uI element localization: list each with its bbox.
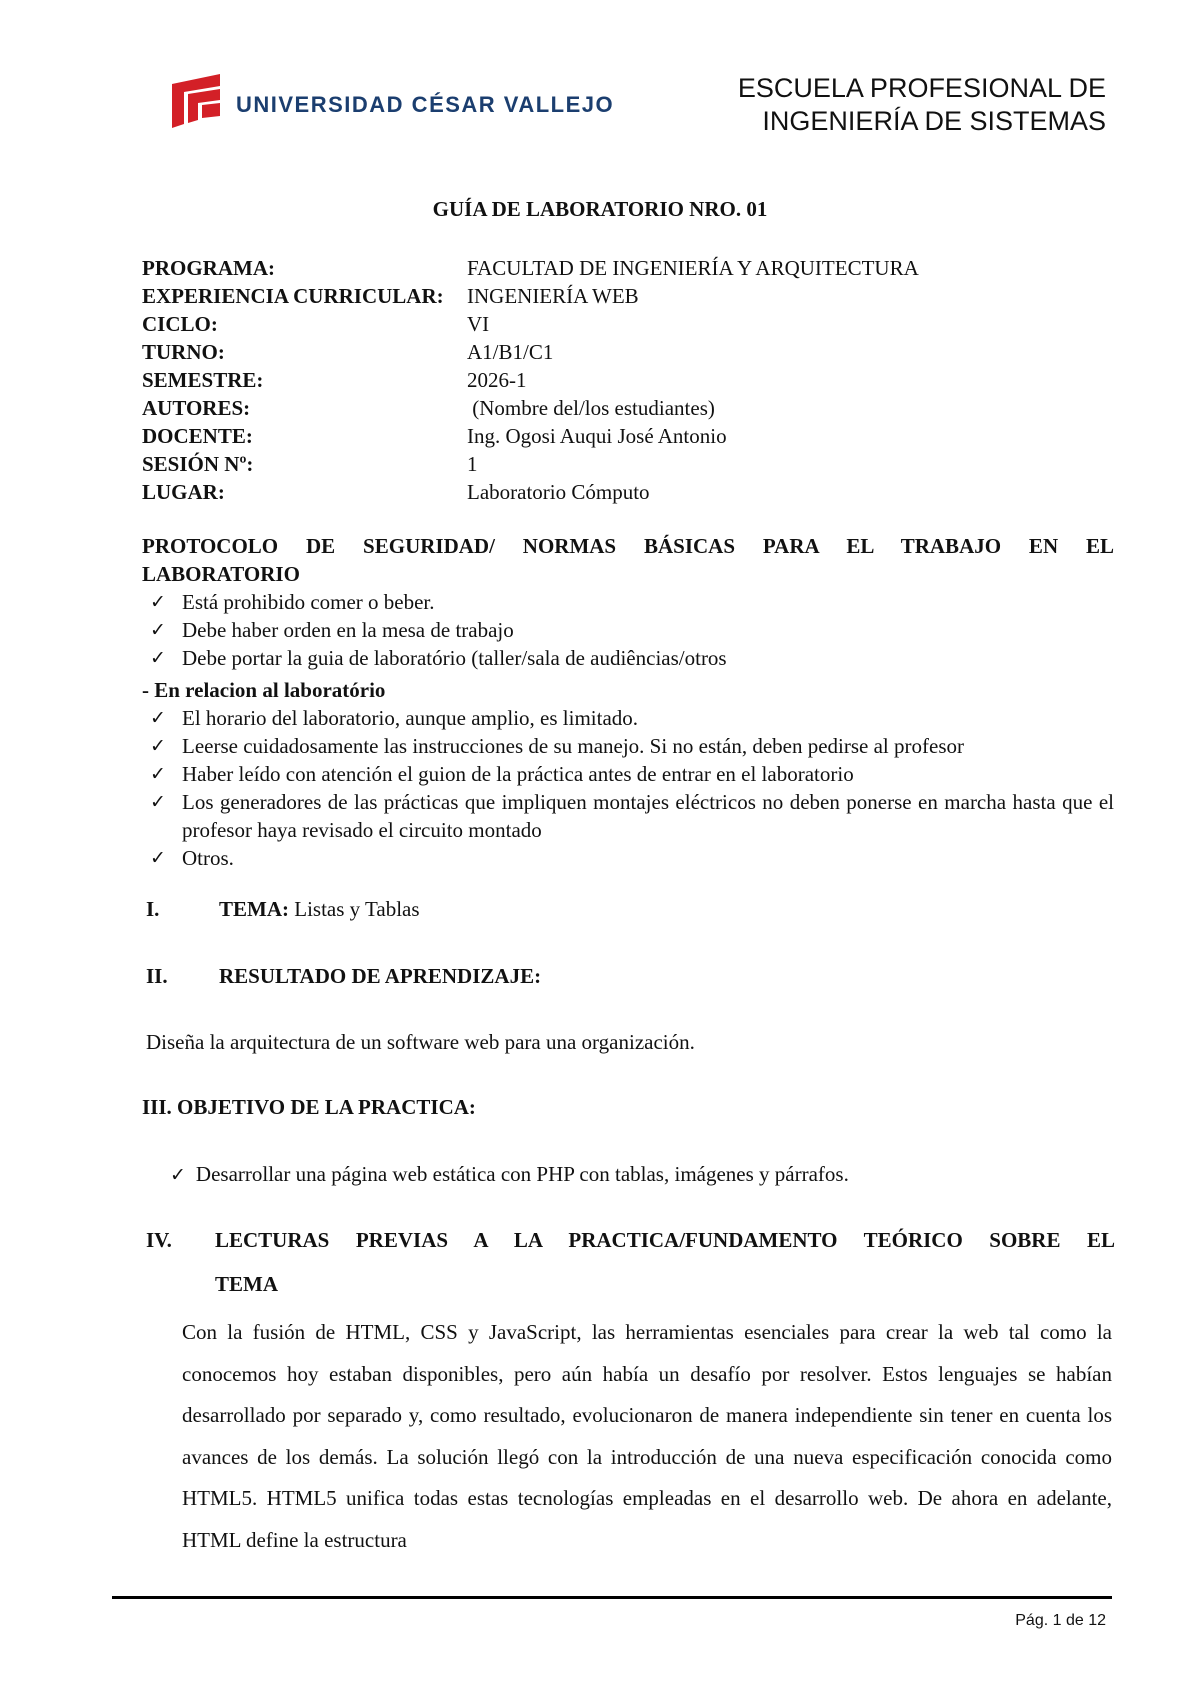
- info-label: AUTORES:: [142, 396, 251, 420]
- info-value: (Nombre del/los estudiantes): [467, 396, 715, 420]
- info-value: FACULTAD DE INGENIERÍA Y ARQUITECTURA: [467, 256, 919, 280]
- section-title-line-2: TEMA: [215, 1272, 278, 1296]
- info-label: LUGAR:: [142, 480, 225, 504]
- info-value: Ing. Ogosi Auqui José Antonio: [467, 424, 727, 448]
- check-icon: ✓: [150, 707, 166, 729]
- school-line-2: INGENIERÍA DE SISTEMAS: [762, 106, 1106, 136]
- check-icon: ✓: [170, 1164, 186, 1186]
- theory-paragraph: Con la fusión de HTML, CSS y JavaScript, las herramientas esenciales para crear la web tal como la conocemos hoy estaban disponibles, pero aún había un desafío por resolver. Estos lenguajes se habían desarrollado por separado y, como resultado, evolucionaron de manera independiente sin tener en cuenta los avances de los demás. La solución llegó con la introducción de una nueva especificación conocida como HTML5. HTML5 unifica todas estas tecnologías empleadas en el desarrollo web. De ahora en adelante, HTML define la estructura: [182, 1320, 1112, 1552]
- section-number: II.: [146, 964, 168, 988]
- check-icon: ✓: [150, 591, 166, 613]
- objective-item: ✓ Desarrollar una página web estática con PHP con tablas, imágenes y párrafos.: [170, 1162, 849, 1186]
- check-icon: ✓: [150, 619, 166, 641]
- list-item: ✓ Está prohibido comer o beber.: [150, 590, 435, 614]
- info-value: 1: [467, 452, 478, 476]
- school-name: [738, 72, 1106, 138]
- logo-text: UNIVERSIDAD CÉSAR VALLEJO: [236, 92, 615, 117]
- info-value: INGENIERÍA WEB: [467, 284, 639, 308]
- list-item: ✓ Los generadores de las prácticas que impliquen montajes eléctricos no deben ponerse en marcha hasta que el profesor haya revisado el circuito montado: [150, 790, 1114, 842]
- check-icon: ✓: [150, 763, 166, 785]
- footer-divider: [112, 1596, 1112, 1599]
- list-item: ✓ Leerse cuidadosamente las instrucciones de su manejo. Si no están, deben pedirse al profesor: [150, 734, 964, 758]
- page-number: Pág. 1 de 12: [1015, 1612, 1106, 1629]
- info-row: [142, 366, 1102, 394]
- info-row: [142, 422, 1102, 450]
- protocol-heading: [142, 532, 1114, 588]
- list-item: ✓ Otros.: [150, 846, 234, 870]
- info-row: [142, 450, 1102, 478]
- info-label: PROGRAMA:: [142, 256, 275, 280]
- info-row: [142, 254, 1102, 282]
- info-table: [142, 254, 1102, 506]
- learning-result-text: Diseña la arquitectura de un software web para una organización.: [146, 1030, 695, 1054]
- section-lecturas-title: [215, 1218, 1115, 1306]
- info-label: SEMESTRE:: [142, 368, 264, 392]
- info-row: [142, 478, 1102, 506]
- section-objetivo: [142, 1093, 476, 1121]
- info-value: Laboratorio Cómputo: [467, 480, 650, 504]
- school-line-1: ESCUELA PROFESIONAL DE: [737, 73, 1106, 103]
- protocol-title-line-2: LABORATORIO: [142, 562, 300, 586]
- check-icon: ✓: [150, 735, 166, 757]
- list-item: ✓ Haber leído con atención el guion de la práctica antes de entrar en el laboratorio: [150, 762, 854, 786]
- university-logo: [170, 72, 615, 136]
- info-label: SESIÓN Nº:: [142, 452, 254, 476]
- section-title-line-1: LECTURAS PREVIAS A LA PRACTICA/FUNDAMENTO TEÓRICO SOBRE EL: [215, 1228, 1115, 1252]
- list-item: ✓ Debe haber orden en la mesa de trabajo: [150, 618, 514, 642]
- info-row: [142, 282, 1102, 310]
- section-title: RESULTADO DE APRENDIZAJE:: [219, 964, 542, 988]
- info-value: VI: [467, 312, 490, 336]
- info-row: [142, 310, 1102, 338]
- list-item: ✓ El horario del laboratorio, aunque amplio, es limitado.: [150, 706, 639, 730]
- lab-checklist: [150, 704, 1114, 872]
- info-row: [142, 338, 1102, 366]
- info-label: TURNO:: [142, 340, 225, 364]
- info-value: 2026-1: [467, 368, 527, 392]
- document-title: GUÍA DE LABORATORIO NRO. 01: [432, 197, 768, 221]
- section-title: TEMA: Listas y Tablas: [219, 897, 420, 921]
- section-title: III. OBJETIVO DE LA PRACTICA:: [142, 1095, 476, 1119]
- section-number: I.: [146, 897, 160, 921]
- lab-subheader: - En relacion al laboratório: [142, 678, 386, 702]
- list-item: ✓ Debe portar la guia de laboratório (taller/sala de audiências/otros: [150, 646, 727, 670]
- safety-checklist: [150, 588, 1114, 672]
- section-number: IV.: [146, 1228, 172, 1252]
- check-icon: ✓: [150, 847, 166, 869]
- check-icon: ✓: [150, 791, 166, 813]
- info-label: EXPERIENCIA CURRICULAR:: [142, 284, 444, 308]
- protocol-title-line-1: PROTOCOLO DE SEGURIDAD/ NORMAS BÁSICAS PARA EL TRABAJO EN EL: [142, 534, 1114, 558]
- info-label: DOCENTE:: [142, 424, 253, 448]
- check-icon: ✓: [150, 647, 166, 669]
- ucv-emblem-icon: [170, 72, 226, 130]
- info-row: [142, 394, 1102, 422]
- info-value: A1/B1/C1: [467, 340, 554, 364]
- info-label: CICLO:: [142, 312, 218, 336]
